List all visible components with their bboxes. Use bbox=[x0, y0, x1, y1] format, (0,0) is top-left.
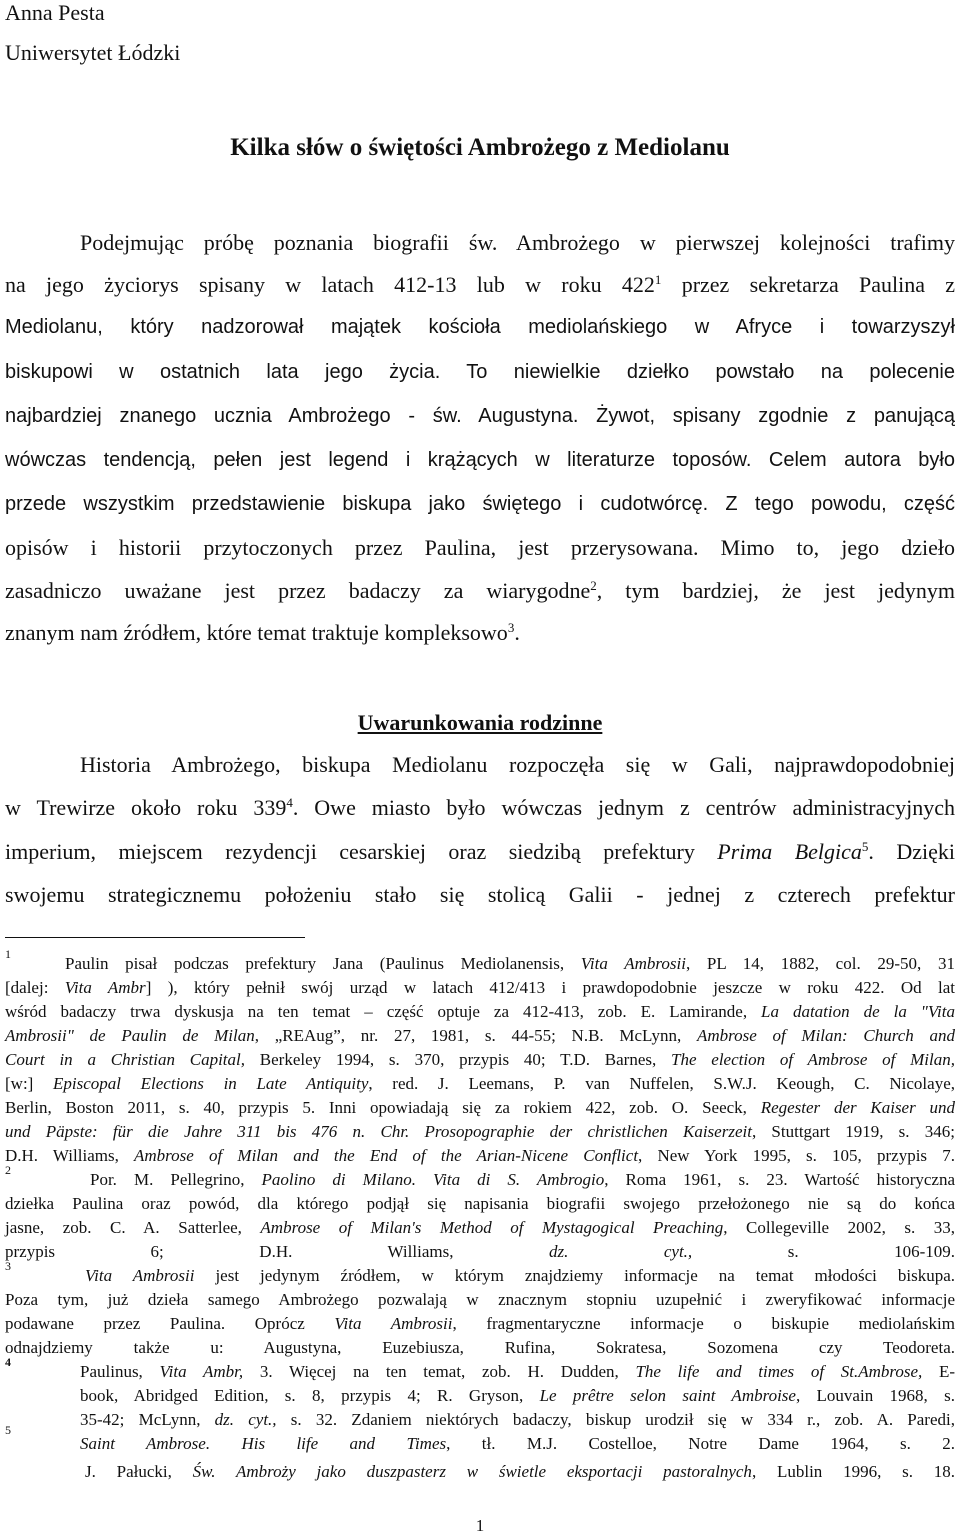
footnote-1-line-7: Berlin, Boston 2011, s. 40, przypis 5. Inni opowiadają się za rokiem 422, zob. O. Seeck, Regester der Kaiser und bbox=[5, 1098, 955, 1117]
footnote-4-line-1: Paulinus, Vita Ambr, 3. Więcej na ten temat, zob. H. Dudden, The life and times of St.Ambrose, E- bbox=[80, 1362, 956, 1381]
footnote-4-line-2: book, Abridged Edition, s. 8, przypis 4; R. Gryson, Le prêtre selon saint Ambroise, Louvain 1968, s. bbox=[80, 1386, 955, 1405]
footnote-1-line-4: Ambrosii" de Paulin de Milan, „REAug”, nr. 27, 1981, s. 44-55; N.B. McLynn, Ambrose of Milan: Church and bbox=[5, 1026, 955, 1045]
footnote-1-line-9: D.H. Williams, Ambrose of Milan and the End of the Arian-Nicene Conflict, New York 1995, s. 105, przypis 7. bbox=[5, 1146, 955, 1165]
footnote-2-line-4: przypis 6; D.H. Williams, dz. cyt., s. 106-109. bbox=[5, 1242, 955, 1261]
section-line-1: Historia Ambrożego, biskupa Mediolanu rozpoczęła się w Gali, najprawdopodobniej bbox=[80, 752, 955, 777]
intro-line-9: zasadniczo uważane jest przez badaczy za wiarygodne$^2$, tym bardziej, że jest jedynym bbox=[5, 578, 956, 603]
intro-line-7: przede wszystkim przedstawienie biskupa jako świętego i cudotwórcę. Z tego powodu, część bbox=[5, 493, 955, 515]
footnote-3-line-4: odnajdziemy także u: Augustyna, Euzebiusza, Rufina, Sokratesa, Sozomena czy Teodoreta. bbox=[5, 1338, 955, 1357]
footnote-4-line-4: Saint Ambrose. His life and Times, tł. M.J. Costelloe, Notre Dame 1964, s. 2. bbox=[80, 1434, 955, 1453]
footnote-1-line-8: und Päpste: für die Jahre 311 bis 476 n. Chr. Prosopographie der christlichen Kaiserzeit, Stuttgart 1919, s. 346; bbox=[5, 1122, 955, 1141]
intro-line-5: najbardziej znanego ucznia Ambrożego - św. Augustyna. Żywot, spisany zgodnie z panującą bbox=[5, 405, 955, 427]
footnote-ref-1[interactable]: 1 bbox=[654, 272, 662, 287]
footnote-1-line-2: [dalej: Vita Ambr] ), który pełnił swój urząd w latach 412/413 i prawdopodobnie jeszcze w roku 422. Od lat bbox=[5, 978, 956, 997]
intro-line-3: Mediolanu, który nadzorował majątek kościoła mediolańskiego w Afryce i towarzyszył bbox=[5, 316, 955, 338]
section-line-3: imperium, miejscem rezydencji cesarskiej oraz siedzibą prefektury Prima Belgica$^5$. Dzięki bbox=[5, 839, 955, 864]
footnote-separator bbox=[5, 937, 305, 938]
intro-line-4: biskupowi w ostatnich lata jego życia. To niewielkie dziełko powstało na polecenie bbox=[5, 361, 955, 383]
footnote-number-5: 5 bbox=[5, 1423, 11, 1437]
section-line-2: w Trewirze około roku $339^4$. Owe miasto było wówczas jednym z centrów administracyjnych bbox=[5, 795, 955, 820]
footnote-1-line-1: Paulin pisał podczas prefektury Jana (Paulinus Mediolanensis, Vita Ambrosii, PL 14, 1882, col. 29-50, 31 bbox=[65, 954, 955, 973]
section-line-4: swojemu strategicznemu położeniu stało się stolicą Galii - jednej z czterech prefektur bbox=[5, 882, 955, 907]
footnote-2-line-2: dziełka Paulina oraz powód, dla którego podjął się napisania biografii swojego przełożonego nie są do końca bbox=[5, 1194, 955, 1213]
author-affiliation: Uniwersytet Łódzki bbox=[5, 40, 181, 65]
footnote-1-line-6: [w:] Episcopal Elections in Late Antiquity, red. J. Leemans, P. van Nuffelen, S.W.J. Keough, C. Nicolaye, bbox=[5, 1074, 955, 1093]
footnote-3-line-2: Poza tym, już dzieła samego Ambrożego pozwalają w znacznym stopniu uzupełnić i zweryfikować informacje bbox=[5, 1290, 955, 1309]
intro-line-6: wówczas tendencją, pełen jest legend i krążących w literaturze toposów. Celem autora było bbox=[5, 449, 955, 471]
footnote-4-line-3: 35-42; McLynn, dz. cyt., s. 32. Zdaniem niektórych badaczy, biskup urodził się w 334 r., zob. A. Paredi, bbox=[80, 1410, 955, 1429]
footnote-number-4: 4 bbox=[5, 1355, 11, 1369]
section-heading: Uwarunkowania rodzinne bbox=[357, 710, 603, 735]
footnote-1-line-3: wśród badaczy trwa dyskusja na ten temat – część optuje za 412-413, zob. E. Lamirande, La datation de la "Vita bbox=[5, 1002, 955, 1021]
footnote-5-line-1: J. Pałucki, Św. Ambroży jako duszpasterz w świetle eksportacji pastoralnych, Lublin 1996, s. 18. bbox=[85, 1462, 955, 1481]
footnote-ref-4[interactable]: 4 bbox=[286, 795, 293, 810]
intro-line-10: znanym nam źródłem, które temat traktuje kompleksowo$^3$. bbox=[5, 620, 520, 645]
footnote-3-line-3: podawane przez Paulina. Oprócz Vita Ambrosii, fragmentaryczne informacje o biskupie mediolańskim bbox=[5, 1314, 955, 1333]
footnote-number-1: 1 bbox=[5, 947, 11, 961]
footnote-number-3: 3 bbox=[5, 1259, 11, 1273]
intro-line-1: Podejmując próbę poznania biografii św. Ambrożego w pierwszej kolejności trafimy bbox=[80, 230, 955, 255]
footnote-ref-3[interactable]: 3 bbox=[507, 620, 515, 635]
paper-title: Kilka słów o świętości Ambrożego z Mediolanu bbox=[230, 134, 730, 161]
intro-line-2: na jego życiorys spisany w latach 412-13 lub w roku $422^1$ przez sekretarza Paulina z bbox=[5, 272, 956, 297]
footnote-2-line-1: Por. M. Pellegrino, Paolino di Milano. Vita di S. Ambrogio, Roma 1961, s. 23. Wartość historyczna bbox=[90, 1170, 956, 1189]
intro-line-8: opisów i historii przytoczonych przez Paulina, jest przerysowana. Mimo to, jego dzieło bbox=[5, 535, 955, 560]
page-number: 1 bbox=[475, 1516, 485, 1535]
footnote-ref-5[interactable]: 5 bbox=[861, 839, 869, 854]
author-name: Anna Pesta bbox=[5, 0, 105, 25]
footnote-ref-2[interactable]: 2 bbox=[590, 578, 597, 593]
footnote-2-line-3: jasne, zob. C. A. Satterlee, Ambrose of Milan's Method of Mystagogical Preaching, Collegeville 2002, s. 33, bbox=[5, 1218, 955, 1237]
footnote-number-2: 2 bbox=[5, 1163, 11, 1177]
footnote-1-line-5: Court in a Christian Capital, Berkeley 1994, s. 370, przypis 40; T.D. Barnes, The election of Ambrose of Milan, bbox=[5, 1050, 955, 1069]
footnote-3-line-1: Vita Ambrosii jest jedynym źródłem, w którym znajdziemy informacje na temat młodości biskupa. bbox=[85, 1266, 955, 1285]
